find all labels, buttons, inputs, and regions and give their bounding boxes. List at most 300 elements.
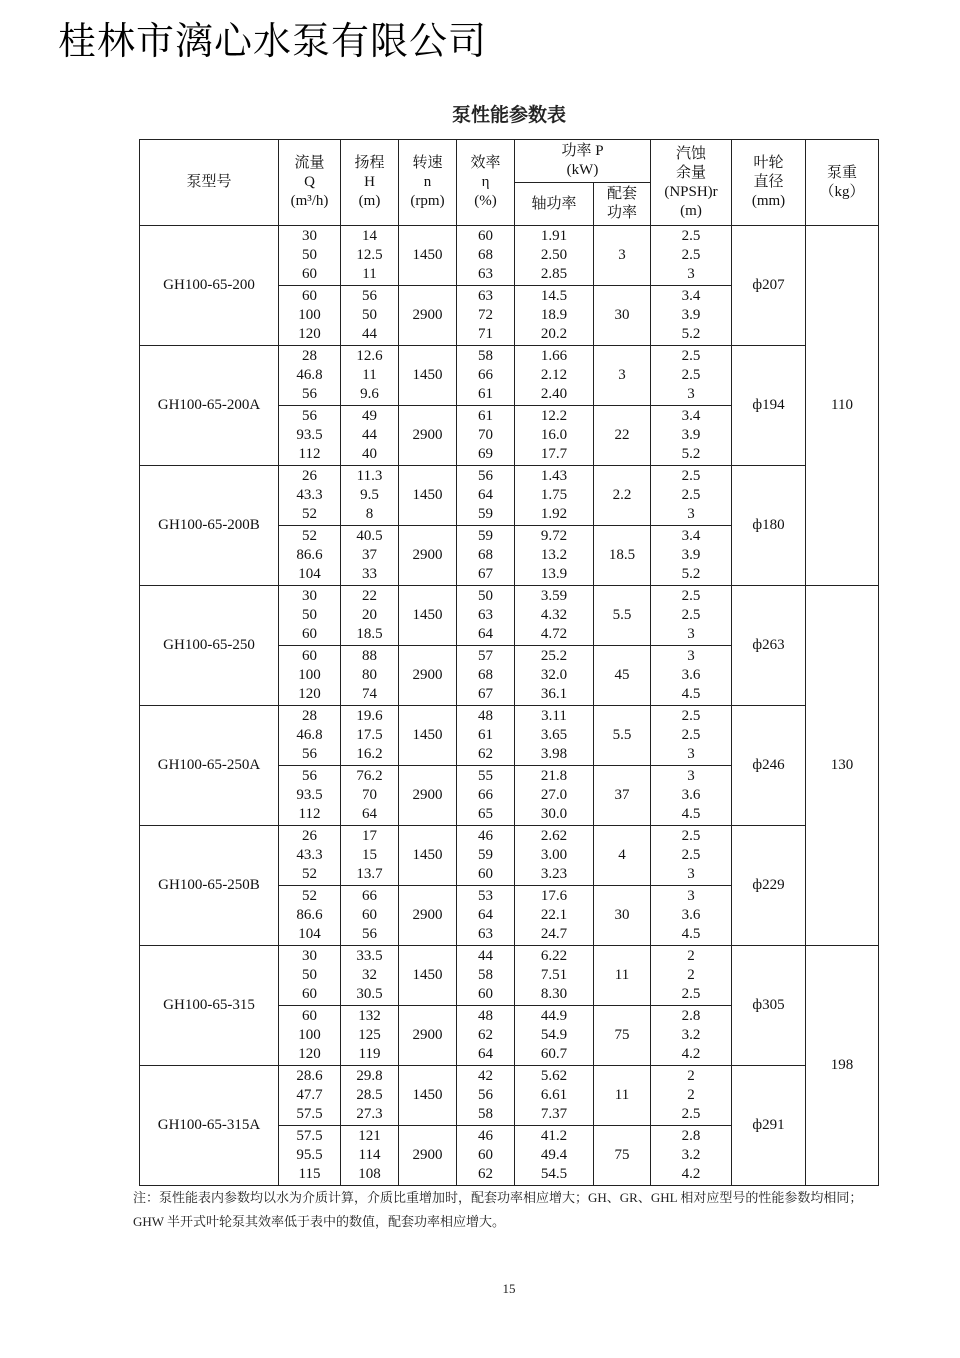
- flow-cell-value: 30: [302, 948, 317, 964]
- npsh-cell: [651, 766, 732, 826]
- efficiency-cell-value: 59: [478, 506, 493, 522]
- npsh-cell-value: 2: [687, 967, 695, 983]
- efficiency-cell-value: 44: [478, 948, 493, 964]
- flow-cell: [279, 586, 341, 646]
- page-number: 15: [502, 1281, 516, 1296]
- flow-cell-value: 60: [302, 648, 317, 664]
- npsh-cell-value: 3.6: [681, 787, 701, 803]
- head-cell-value: 114: [358, 1147, 381, 1163]
- header-weight: [806, 140, 879, 226]
- npsh-cell-value: 3: [687, 746, 695, 762]
- shaft-power-cell-value: 12.2: [540, 408, 568, 424]
- efficiency-cell-value: 71: [478, 326, 493, 342]
- flow-cell-value: 30: [302, 228, 317, 244]
- npsh-cell-value: 3: [687, 888, 695, 904]
- efficiency-cell: [457, 1006, 515, 1066]
- flow-cell: [279, 406, 341, 466]
- head-cell: [341, 1126, 399, 1186]
- npsh-cell-value: 5.2: [681, 326, 701, 342]
- flow-cell-value: 100: [298, 667, 321, 683]
- npsh-cell-value: 2.8: [681, 1128, 701, 1144]
- header-impeller-unit: (mm): [751, 193, 786, 209]
- speed-cell: 1450: [399, 346, 457, 406]
- shaft-power-cell-value: 4.72: [540, 626, 568, 642]
- pump-model-cell: GH100-65-315A: [140, 1066, 279, 1186]
- efficiency-cell: [457, 766, 515, 826]
- head-cell-value: 32: [362, 967, 377, 983]
- flow-cell-value: 93.5: [296, 787, 323, 803]
- flow-cell: [279, 286, 341, 346]
- npsh-cell-value: 2.5: [681, 247, 701, 263]
- pump-weight-cell: 110: [806, 226, 879, 586]
- efficiency-cell-value: 70: [478, 427, 493, 443]
- efficiency-cell-value: 63: [478, 926, 493, 942]
- npsh-cell-value: 2: [687, 948, 695, 964]
- shaft-power-cell-value: 54.9: [540, 1027, 568, 1043]
- header-flow-symbol: Q: [304, 174, 315, 190]
- npsh-cell: [651, 406, 732, 466]
- shaft-power-cell-value: 25.2: [540, 648, 568, 664]
- npsh-cell-value: 2: [687, 1087, 695, 1103]
- efficiency-cell: [457, 466, 515, 526]
- speed-cell: 1450: [399, 466, 457, 526]
- efficiency-cell-value: 48: [478, 708, 493, 724]
- npsh-cell: [651, 706, 732, 766]
- motor-power-cell: 30: [594, 886, 651, 946]
- header-shaft-power: 轴功率: [515, 183, 594, 226]
- head-cell-value: 19.6: [356, 708, 383, 724]
- table-row: [140, 706, 879, 766]
- head-cell-value: 33: [362, 566, 377, 582]
- flow-cell: [279, 1126, 341, 1186]
- head-cell-value: 8: [365, 506, 374, 522]
- npsh-cell-value: 2.5: [681, 487, 701, 503]
- efficiency-cell-value: 66: [478, 367, 493, 383]
- impeller-diameter-cell: ф194: [732, 346, 806, 466]
- head-cell: [341, 1006, 399, 1066]
- flow-cell: [279, 706, 341, 766]
- efficiency-cell: [457, 1066, 515, 1126]
- table-row: [140, 1066, 879, 1126]
- shaft-power-cell-value: 4.32: [540, 607, 568, 623]
- header-npsh-unit: (m): [680, 202, 702, 219]
- efficiency-cell: [457, 346, 515, 406]
- flow-cell: [279, 1006, 341, 1066]
- efficiency-cell-value: 46: [478, 1128, 493, 1144]
- shaft-power-cell-value: 3.00: [540, 847, 568, 863]
- flow-cell-value: 43.3: [296, 847, 323, 863]
- head-cell-value: 76.2: [356, 768, 383, 784]
- flow-cell: [279, 466, 341, 526]
- flow-cell-value: 50: [302, 607, 317, 623]
- flow-cell-value: 100: [298, 307, 321, 323]
- npsh-cell-value: 2.5: [681, 588, 701, 604]
- efficiency-cell-value: 56: [478, 468, 493, 484]
- pump-model-cell: GH100-65-250: [140, 586, 279, 706]
- header-eff-unit: (%): [474, 193, 497, 209]
- npsh-cell-value: 3: [687, 626, 695, 642]
- npsh-cell-value: 3: [687, 768, 695, 784]
- header-npsh-symbol: (NPSH)r: [664, 183, 718, 200]
- header-npsh-label-2: 余量: [675, 164, 706, 181]
- npsh-cell-value: 4.5: [681, 686, 701, 702]
- efficiency-cell-value: 59: [478, 847, 493, 863]
- efficiency-cell-value: 67: [478, 686, 493, 702]
- head-cell-value: 14: [362, 228, 377, 244]
- flow-cell-value: 93.5: [296, 427, 323, 443]
- flow-cell-value: 120: [298, 326, 321, 342]
- flow-cell-value: 95.5: [296, 1147, 323, 1163]
- npsh-cell-value: 2.5: [681, 1106, 701, 1122]
- shaft-power-cell-value: 3.23: [540, 866, 568, 882]
- head-cell-value: 13.7: [356, 866, 383, 882]
- pump-model-cell: GH100-65-200A: [140, 346, 279, 466]
- npsh-cell-value: 3.9: [681, 547, 701, 563]
- pump-model-cell: GH100-65-250A: [140, 706, 279, 826]
- flow-cell-value: 60: [302, 1008, 317, 1024]
- table-body: [140, 226, 879, 1186]
- head-cell-value: 132: [358, 1008, 381, 1024]
- npsh-cell-value: 3.4: [681, 408, 701, 424]
- footnote: 注：泵性能表内参数均以水为介质计算，介质比重增加时，配套功率相应增大；GH、GR、GHL 相对应型号的性能参数均相同；GHW 半开式叶轮泵其效率低于表中的数值，配套功率相应增大。: [133, 1190, 863, 1229]
- flow-cell-value: 52: [302, 506, 317, 522]
- motor-power-cell: 45: [594, 646, 651, 706]
- efficiency-cell-value: 60: [478, 866, 493, 882]
- head-cell-value: 121: [358, 1128, 381, 1144]
- flow-cell-value: 120: [298, 1046, 321, 1062]
- header-flow-unit: (m³/h): [290, 193, 329, 209]
- flow-cell-value: 112: [298, 806, 321, 822]
- flow-cell-value: 104: [298, 926, 321, 942]
- head-cell-value: 44: [362, 427, 377, 443]
- shaft-power-cell-value: 5.62: [540, 1068, 568, 1084]
- efficiency-cell-value: 50: [478, 588, 493, 604]
- header-impeller-label-2: 直径: [753, 174, 784, 190]
- npsh-cell: [651, 466, 732, 526]
- head-cell-value: 64: [362, 806, 377, 822]
- efficiency-cell: [457, 946, 515, 1006]
- flow-cell-value: 52: [302, 528, 317, 544]
- speed-cell: 1450: [399, 826, 457, 886]
- npsh-cell-value: 2.5: [681, 708, 701, 724]
- header-speed-symbol: n: [423, 174, 432, 190]
- flow-cell: [279, 226, 341, 286]
- efficiency-cell-value: 53: [478, 888, 493, 904]
- shaft-power-cell: [515, 946, 594, 1006]
- efficiency-cell-value: 60: [478, 986, 493, 1002]
- shaft-power-cell-value: 20.2: [540, 326, 568, 342]
- head-cell-value: 9.6: [360, 386, 379, 402]
- efficiency-cell-value: 64: [478, 626, 493, 642]
- impeller-diameter-cell: ф229: [732, 826, 806, 946]
- npsh-cell: [651, 346, 732, 406]
- shaft-power-cell-value: 21.8: [540, 768, 568, 784]
- efficiency-cell-value: 64: [478, 907, 493, 923]
- head-cell: [341, 346, 399, 406]
- head-cell-value: 56: [362, 926, 377, 942]
- shaft-power-cell-value: 1.92: [540, 506, 568, 522]
- header-motor-label-1: 配套: [606, 186, 637, 202]
- header-eff-label: 效率: [470, 155, 501, 171]
- head-cell: [341, 646, 399, 706]
- header-motor-label-2: 功率: [606, 205, 637, 221]
- npsh-cell-value: 4.2: [681, 1046, 701, 1062]
- head-cell-value: 17.5: [356, 727, 383, 743]
- shaft-power-cell-value: 16.0: [540, 427, 568, 443]
- shaft-power-cell-value: 3.11: [541, 708, 567, 724]
- shaft-power-cell: [515, 886, 594, 946]
- impeller-diameter-cell: ф291: [732, 1066, 806, 1186]
- head-cell: [341, 946, 399, 1006]
- efficiency-cell-value: 64: [478, 487, 493, 503]
- flow-cell: [279, 646, 341, 706]
- shaft-power-cell-value: 18.9: [540, 307, 568, 323]
- motor-power-cell: 11: [594, 946, 651, 1006]
- pump-model-cell: GH100-65-200: [140, 226, 279, 346]
- shaft-power-cell: [515, 226, 594, 286]
- shaft-power-cell-value: 1.66: [540, 348, 568, 364]
- pump-model-cell: GH100-65-250B: [140, 826, 279, 946]
- npsh-cell: [651, 646, 732, 706]
- shaft-power-cell: [515, 406, 594, 466]
- npsh-cell-value: 3.9: [681, 427, 701, 443]
- npsh-cell-value: 3: [687, 506, 695, 522]
- flow-cell-value: 56: [302, 386, 317, 402]
- flow-cell: [279, 346, 341, 406]
- shaft-power-cell-value: 13.2: [540, 547, 568, 563]
- shaft-power-cell-value: 2.85: [540, 266, 568, 282]
- shaft-power-cell-value: 17.6: [540, 888, 568, 904]
- npsh-cell-value: 3.6: [681, 907, 701, 923]
- head-cell-value: 12.5: [356, 247, 383, 263]
- motor-power-cell: 4: [594, 826, 651, 886]
- head-cell-value: 66: [362, 888, 377, 904]
- motor-power-cell: 5.5: [594, 586, 651, 646]
- header-speed-label: 转速: [412, 155, 443, 171]
- efficiency-cell-value: 63: [478, 288, 493, 304]
- shaft-power-cell-value: 2.40: [540, 386, 568, 402]
- head-cell-value: 33.5: [356, 948, 383, 964]
- flow-cell-value: 47.7: [296, 1087, 323, 1103]
- npsh-cell-value: 2: [687, 1068, 695, 1084]
- header-speed-unit: (rpm): [410, 193, 445, 209]
- flow-cell-value: 120: [298, 686, 321, 702]
- flow-cell-value: 100: [298, 1027, 321, 1043]
- head-cell-value: 16.2: [356, 746, 383, 762]
- npsh-cell-value: 3: [687, 266, 695, 282]
- shaft-power-cell-value: 60.7: [540, 1046, 568, 1062]
- shaft-power-cell-value: 32.0: [540, 667, 568, 683]
- head-cell-value: 60: [362, 907, 377, 923]
- head-cell: [341, 826, 399, 886]
- shaft-power-cell-value: 2.50: [540, 247, 568, 263]
- header-flow-label: 流量: [294, 155, 325, 171]
- head-cell-value: 9.5: [360, 487, 379, 503]
- npsh-cell-value: 2.5: [681, 228, 701, 244]
- speed-cell: 1450: [399, 1066, 457, 1126]
- npsh-cell: [651, 286, 732, 346]
- npsh-cell: [651, 946, 732, 1006]
- shaft-power-cell-value: 8.30: [540, 986, 568, 1002]
- shaft-power-cell-value: 1.75: [540, 487, 568, 503]
- header-head-symbol: H: [364, 174, 375, 190]
- motor-power-cell: 3: [594, 226, 651, 286]
- npsh-cell-value: 4.2: [681, 1166, 701, 1182]
- pump-weight-cell: 130: [806, 586, 879, 946]
- shaft-power-cell-value: 14.5: [540, 288, 568, 304]
- shaft-power-cell: [515, 1126, 594, 1186]
- shaft-power-cell-value: 30.0: [540, 806, 568, 822]
- head-cell: [341, 406, 399, 466]
- shaft-power-cell-value: 1.91: [540, 228, 568, 244]
- flow-cell-value: 115: [298, 1166, 321, 1182]
- head-cell-value: 125: [358, 1027, 381, 1043]
- motor-power-cell: 3: [594, 346, 651, 406]
- efficiency-cell: [457, 706, 515, 766]
- efficiency-cell-value: 56: [478, 1087, 493, 1103]
- head-cell: [341, 706, 399, 766]
- shaft-power-cell-value: 9.72: [540, 528, 568, 544]
- head-cell-value: 11: [362, 367, 377, 383]
- efficiency-cell-value: 62: [478, 1027, 493, 1043]
- npsh-cell-value: 3: [687, 648, 695, 664]
- efficiency-cell-value: 67: [478, 566, 493, 582]
- flow-cell-value: 57.5: [296, 1106, 323, 1122]
- flow-cell-value: 30: [302, 588, 317, 604]
- flow-cell-value: 60: [302, 288, 317, 304]
- npsh-cell-value: 2.8: [681, 1008, 701, 1024]
- flow-cell: [279, 826, 341, 886]
- company-name: 桂林市漓心水泵有限公司: [58, 19, 488, 63]
- npsh-cell-value: 4.5: [681, 806, 701, 822]
- efficiency-cell: [457, 586, 515, 646]
- head-cell-value: 119: [358, 1046, 381, 1062]
- shaft-power-cell-value: 22.1: [540, 907, 568, 923]
- flow-cell-value: 50: [302, 247, 317, 263]
- flow-cell-value: 86.6: [296, 907, 323, 923]
- motor-power-cell: 18.5: [594, 526, 651, 586]
- motor-power-cell: 11: [594, 1066, 651, 1126]
- head-cell-value: 12.6: [356, 348, 383, 364]
- flow-cell-value: 112: [298, 446, 321, 462]
- head-cell-value: 44: [362, 326, 377, 342]
- performance-table: [139, 139, 879, 1186]
- shaft-power-cell-value: 1.43: [540, 468, 568, 484]
- efficiency-cell-value: 60: [478, 1147, 493, 1163]
- flow-cell: [279, 1066, 341, 1126]
- pump-weight-cell: 198: [806, 946, 879, 1186]
- efficiency-cell-value: 68: [478, 247, 493, 263]
- shaft-power-cell-value: 44.9: [540, 1008, 568, 1024]
- speed-cell: 1450: [399, 706, 457, 766]
- shaft-power-cell-value: 24.7: [540, 926, 568, 942]
- npsh-cell-value: 3.9: [681, 307, 701, 323]
- shaft-power-cell-value: 54.5: [540, 1166, 568, 1182]
- flow-cell-value: 28: [302, 348, 317, 364]
- table-row: [140, 226, 879, 286]
- speed-cell: 2900: [399, 766, 457, 826]
- shaft-power-cell: [515, 706, 594, 766]
- motor-power-cell: 22: [594, 406, 651, 466]
- efficiency-cell-value: 68: [478, 547, 493, 563]
- flow-cell: [279, 886, 341, 946]
- motor-power-cell: 2.2: [594, 466, 651, 526]
- shaft-power-cell: [515, 826, 594, 886]
- head-cell: [341, 526, 399, 586]
- shaft-power-cell: [515, 586, 594, 646]
- motor-power-cell: 75: [594, 1006, 651, 1066]
- efficiency-cell-value: 66: [478, 787, 493, 803]
- head-cell-value: 27.3: [356, 1106, 383, 1122]
- efficiency-cell: [457, 526, 515, 586]
- header-impeller-label-1: 叶轮: [753, 155, 784, 171]
- speed-cell: 2900: [399, 526, 457, 586]
- head-cell: [341, 886, 399, 946]
- head-cell-value: 70: [362, 787, 377, 803]
- efficiency-cell-value: 65: [478, 806, 493, 822]
- efficiency-cell-value: 46: [478, 828, 493, 844]
- shaft-power-cell-value: 2.62: [540, 828, 568, 844]
- npsh-cell-value: 3.2: [681, 1027, 701, 1043]
- head-cell: [341, 466, 399, 526]
- npsh-cell: [651, 586, 732, 646]
- speed-cell: 1450: [399, 226, 457, 286]
- head-cell-value: 30.5: [356, 986, 383, 1002]
- header-eff-symbol: η: [481, 174, 490, 190]
- npsh-cell: [651, 886, 732, 946]
- shaft-power-cell-value: 3.65: [540, 727, 568, 743]
- table-row: [140, 586, 879, 646]
- head-cell-value: 108: [358, 1166, 381, 1182]
- npsh-cell: [651, 1126, 732, 1186]
- table-title: 泵性能参数表: [451, 104, 566, 126]
- shaft-power-cell-value: 36.1: [540, 686, 568, 702]
- table-row: [140, 346, 879, 406]
- motor-power-cell: 37: [594, 766, 651, 826]
- pump-model-cell: GH100-65-315: [140, 946, 279, 1066]
- efficiency-cell-value: 72: [478, 307, 493, 323]
- shaft-power-cell-value: 7.37: [540, 1106, 568, 1122]
- head-cell-value: 28.5: [356, 1087, 383, 1103]
- head-cell-value: 49: [362, 408, 377, 424]
- flow-cell-value: 56: [302, 768, 317, 784]
- impeller-diameter-cell: ф263: [732, 586, 806, 706]
- shaft-power-cell: [515, 466, 594, 526]
- flow-cell-value: 46.8: [296, 727, 323, 743]
- speed-cell: 2900: [399, 1126, 457, 1186]
- head-cell-value: 29.8: [356, 1068, 383, 1084]
- impeller-diameter-cell: ф246: [732, 706, 806, 826]
- header-power-label: 功率 P: [561, 143, 604, 159]
- efficiency-cell-value: 55: [478, 768, 493, 784]
- header-power-unit: (kW): [566, 162, 599, 178]
- head-cell-value: 80: [362, 667, 377, 683]
- speed-cell: 1450: [399, 586, 457, 646]
- pump-model-cell: GH100-65-200B: [140, 466, 279, 586]
- efficiency-cell: [457, 286, 515, 346]
- speed-cell: 2900: [399, 886, 457, 946]
- efficiency-cell-value: 57: [478, 648, 493, 664]
- efficiency-cell: [457, 226, 515, 286]
- flow-cell: [279, 766, 341, 826]
- efficiency-cell-value: 61: [478, 408, 493, 424]
- head-cell: [341, 226, 399, 286]
- efficiency-cell-value: 61: [478, 386, 493, 402]
- efficiency-cell-value: 58: [478, 1106, 493, 1122]
- head-cell-value: 22: [362, 588, 377, 604]
- header-weight-unit: （kg）: [819, 183, 865, 200]
- flow-cell-value: 26: [302, 828, 317, 844]
